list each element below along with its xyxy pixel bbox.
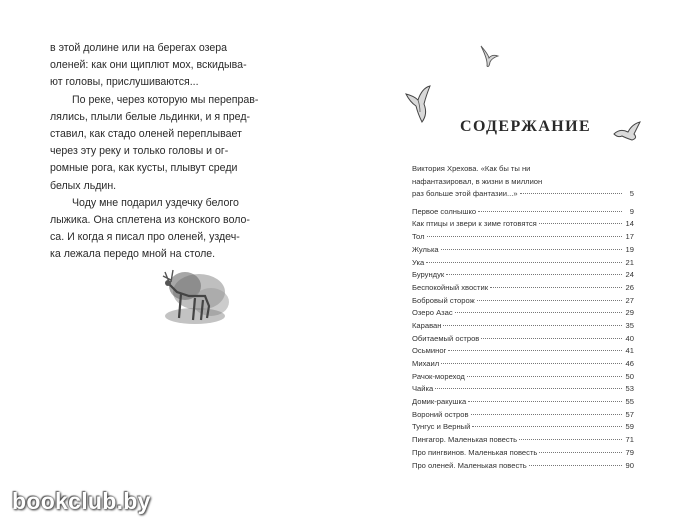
text-line: лялись, плыли белые льдинки, и я пред- bbox=[50, 110, 251, 123]
toc-page-number: 40 bbox=[625, 333, 634, 343]
leader-dots bbox=[441, 249, 622, 250]
leader-dots bbox=[519, 439, 622, 440]
toc-entry bbox=[412, 409, 634, 422]
seagull-icon bbox=[478, 44, 500, 70]
toc-entry-title: Бобровый сторож bbox=[412, 295, 475, 305]
leader-dots bbox=[520, 193, 622, 194]
toc-entry-title: Чайка bbox=[412, 384, 434, 394]
leader-dots bbox=[448, 350, 622, 351]
leader-dots bbox=[441, 363, 622, 364]
toc-entry-title: Первое солнышко bbox=[412, 206, 477, 216]
toc-page-number: 9 bbox=[629, 206, 634, 216]
toc-page-number: 5 bbox=[629, 189, 634, 199]
toc-entry-title: Караван bbox=[412, 320, 442, 330]
toc-entry bbox=[412, 231, 634, 244]
deer-illustration bbox=[155, 262, 235, 332]
seagull-icon bbox=[612, 120, 642, 142]
toc-entry bbox=[412, 345, 634, 358]
toc-page-number: 50 bbox=[625, 371, 634, 381]
leader-dots bbox=[455, 312, 622, 313]
leader-dots bbox=[477, 300, 622, 301]
toc-entry bbox=[412, 434, 634, 447]
leader-dots bbox=[529, 465, 622, 466]
toc-entry bbox=[412, 269, 634, 282]
toc-page-number: 14 bbox=[625, 219, 634, 229]
toc-intro-line: Виктория Хрехова. «Как бы ты ни bbox=[412, 164, 531, 173]
toc-entry-title: Озеро Азас bbox=[412, 308, 453, 318]
leader-dots bbox=[426, 262, 622, 263]
toc-entry-title: Осьминог bbox=[412, 346, 447, 356]
leader-dots bbox=[472, 426, 622, 427]
toc-entry-title: Обитаемый остров bbox=[412, 333, 480, 343]
text-line: в этой долине или на берегах озера bbox=[50, 42, 228, 54]
text-line: ставил, как стадо оленей переплывает bbox=[50, 128, 242, 141]
toc-entry bbox=[412, 396, 634, 409]
toc-page-number: 55 bbox=[625, 397, 634, 407]
toc-entry bbox=[412, 383, 634, 396]
toc-page-number: 71 bbox=[625, 435, 634, 445]
text-line: ка лежала передо мной на столе. bbox=[50, 248, 216, 261]
toc-page-number: 24 bbox=[625, 270, 634, 280]
toc-entry bbox=[412, 358, 634, 371]
leader-dots bbox=[481, 338, 622, 339]
leader-dots bbox=[467, 376, 622, 377]
toc-title: СОДЕРЖАНИЕ bbox=[460, 118, 592, 135]
toc-page-number: 59 bbox=[625, 422, 634, 432]
toc-intro-line: раз больше этой фантазии...» bbox=[412, 189, 518, 199]
left-page bbox=[50, 40, 330, 264]
text-line: Чоду мне подарил уздечку белого bbox=[72, 196, 239, 209]
leader-dots bbox=[490, 287, 622, 288]
leader-dots bbox=[539, 452, 622, 453]
toc-entry-title: Тол bbox=[412, 232, 425, 242]
toc-page-number: 19 bbox=[625, 244, 634, 254]
toc-entry-title: Тунгус и Верный bbox=[412, 422, 471, 432]
toc-page-number: 26 bbox=[625, 282, 634, 292]
toc-entry-title: Беспокойный хвостик bbox=[412, 282, 489, 292]
text-line: По реке, через которую мы переправ- bbox=[72, 93, 259, 106]
paragraph bbox=[50, 195, 330, 264]
toc-entry bbox=[412, 282, 634, 295]
toc-page-number: 41 bbox=[625, 346, 634, 356]
toc-page-number: 17 bbox=[625, 232, 634, 242]
leader-dots bbox=[443, 325, 622, 326]
toc-entry bbox=[412, 244, 634, 257]
toc-entry bbox=[412, 206, 634, 219]
toc-intro-line: нафантазировал, в жизни в миллион bbox=[412, 176, 543, 186]
text-line: ют головы, прислушиваются... bbox=[50, 76, 199, 89]
leader-dots bbox=[539, 223, 622, 224]
paragraph bbox=[50, 40, 330, 92]
text-line: оленей: как они щиплют мох, вскидыва- bbox=[50, 59, 247, 72]
toc-page-number: 21 bbox=[625, 257, 634, 267]
watermark: bookclub.by bbox=[12, 488, 151, 514]
table-of-contents bbox=[412, 163, 634, 472]
toc-entry bbox=[412, 421, 634, 434]
toc-page-number: 53 bbox=[625, 384, 634, 394]
toc-entry-title: Михаил bbox=[412, 359, 440, 369]
toc-entry bbox=[412, 460, 634, 473]
toc-entry-title: Бурундук bbox=[412, 270, 445, 280]
leader-dots bbox=[471, 414, 622, 415]
toc-entry bbox=[412, 257, 634, 270]
toc-entry bbox=[412, 218, 634, 231]
toc-page-number: 79 bbox=[625, 447, 634, 457]
toc-entry-title: Домик-ракушка bbox=[412, 397, 467, 407]
toc-entry-title: Ука bbox=[412, 257, 425, 267]
toc-entry-title: Про пингвинов. Маленькая повесть bbox=[412, 447, 538, 457]
toc-entry-title: Жулька bbox=[412, 244, 439, 254]
story-text bbox=[50, 40, 330, 264]
paragraph bbox=[50, 92, 330, 195]
toc-entry-title: Рачок-мореход bbox=[412, 371, 465, 381]
text-line: лыжика. Она сплетена из конского воло- bbox=[50, 214, 250, 227]
leader-dots bbox=[427, 236, 622, 237]
text-line: белых льдин. bbox=[50, 179, 117, 192]
leader-dots bbox=[435, 388, 622, 389]
leader-dots bbox=[468, 401, 622, 402]
toc-entry bbox=[412, 295, 634, 308]
toc-entry-title: Вороний остров bbox=[412, 409, 469, 419]
toc-page-number: 27 bbox=[625, 295, 634, 305]
toc-entry bbox=[412, 320, 634, 333]
toc-intro-entry bbox=[412, 163, 634, 201]
toc-entry bbox=[412, 307, 634, 320]
leader-dots bbox=[478, 211, 622, 212]
text-line: через эту реку и только головы и ог- bbox=[50, 145, 229, 158]
leader-dots bbox=[446, 274, 622, 275]
seagull-icon bbox=[404, 84, 436, 124]
toc-page-number: 57 bbox=[625, 409, 634, 419]
toc-entry bbox=[412, 447, 634, 460]
toc-entry-title: Про оленей. Маленькая повесть bbox=[412, 460, 527, 470]
toc-entry-title: Как птицы и звери к зиме готовятся bbox=[412, 219, 537, 229]
toc-page-number: 46 bbox=[625, 359, 634, 369]
text-line: са. И когда я писал про оленей, уздеч- bbox=[50, 231, 240, 244]
toc-entry bbox=[412, 333, 634, 346]
toc-entry-title: Пингагор. Маленькая повесть bbox=[412, 435, 518, 445]
text-line: ромные рога, как кусты, плывут среди bbox=[50, 162, 238, 175]
toc-page-number: 35 bbox=[625, 320, 634, 330]
toc-entry bbox=[412, 371, 634, 384]
toc-entries bbox=[412, 206, 634, 472]
toc-page-number: 29 bbox=[625, 308, 634, 318]
toc-page-number: 90 bbox=[625, 460, 634, 470]
